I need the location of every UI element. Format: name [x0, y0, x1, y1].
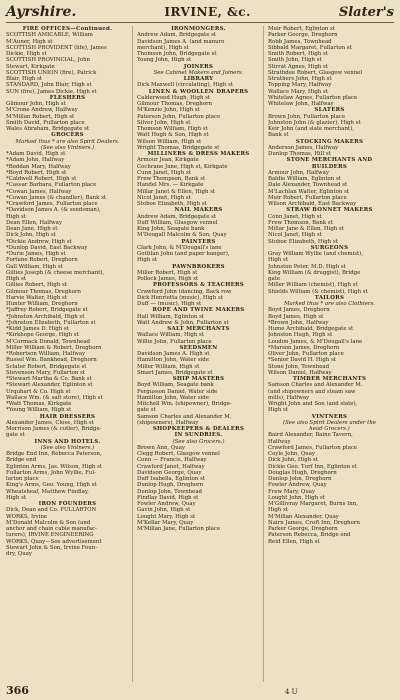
directory-entry: Dick John, High st	[268, 457, 318, 464]
directory-entry: Silver John, High st	[137, 119, 191, 126]
directory-entry: Dunlop Hugh, Dreghorn	[137, 482, 204, 489]
directory-entry: Gall William, High st	[6, 263, 63, 270]
directory-entry: Hamilton John, Water side	[137, 357, 209, 364]
directory-entry: Paterson Rebecca, Bridge end	[268, 532, 351, 539]
directory-entry: Baird Alexander, Baine Tavern,	[268, 432, 353, 439]
section-heading: IRON FOUNDERS	[38, 501, 97, 507]
directory-entry: High st	[268, 407, 288, 414]
directory-entry: Dick John, High st	[6, 232, 56, 239]
directory-entry: Thomson John, Bridgegate st	[137, 51, 217, 57]
directory-entry: Armour Jean, Kirkgate	[137, 157, 199, 164]
directory-entry: Samson Charles and Alexander M.	[137, 413, 232, 420]
directory-entry: Andrew Adam, Bridgegate st	[137, 32, 217, 39]
directory-entry: *Brown John, Halfway	[268, 319, 329, 326]
directory-entry: larton place	[6, 476, 39, 482]
directory-entry: Findlay David, High st	[137, 494, 199, 501]
directory-entry: M'Gillivray Margaret, Burns Inn,	[268, 501, 358, 507]
directory-entry: M'Millan Jane, Fullarton place	[137, 526, 221, 532]
section-heading: SEEDSMEN	[179, 344, 218, 351]
directory-entry: Whitelaw John, Halfway	[268, 101, 334, 107]
directory-entry: Stoboe Elizabeth, High st	[268, 238, 338, 245]
directory-entry: Stirrat Agnes, High st	[268, 63, 329, 70]
directory-entry: SCOTTISH PROVIDENT (life), James	[6, 44, 107, 51]
directory-entry: Hunter William, Dreghorn	[6, 301, 78, 307]
directory-entry: Davidson James A. High st	[137, 351, 210, 357]
directory-entry: High st	[137, 257, 157, 264]
directory-column-2	[137, 26, 264, 682]
section-heading: TAILORS	[314, 294, 345, 301]
directory-entry: mills), Halfway	[268, 394, 310, 401]
directory-entry: Loudon James, & M'Dougall's lane	[268, 338, 363, 345]
directory-entry: Blair, High st	[6, 76, 43, 82]
directory-entry: Dick Maxwell (circulating), High st	[137, 82, 233, 89]
directory-entry: Baldie William, Eglinton st	[268, 176, 341, 182]
directory-entry: *Stewart Alexander, Eglinton st	[6, 382, 93, 389]
section-heading: ROPE AND TWINE MAKERS	[152, 307, 245, 314]
directory-entry: Miller William & Robert, Dreghorn	[6, 344, 102, 351]
directory-entry: *Dickie Andrew, High st	[6, 238, 72, 245]
directory-entry: Hamilton John, Water side	[137, 394, 209, 401]
section-heading: PROFESSORS & TEACHERS	[153, 282, 244, 289]
directory-entry: Samson Charles and Alexander M.	[268, 382, 363, 389]
directory-entry: *Adam John, Halfway	[6, 157, 65, 164]
directory-entry: *Davidson James A. (& seedsman),	[6, 207, 101, 214]
directory-entry: Duff — (music), High st	[137, 301, 202, 307]
section-heading: IN SUNDRIES.	[174, 432, 223, 439]
directory-entry: Cunn Janet, High st	[137, 169, 191, 176]
directory-entry: Calderwood Hugh, High st	[137, 94, 211, 101]
county-heading: Ayrshire.	[6, 4, 77, 20]
directory-entry: Nicol Janet, High st	[137, 194, 191, 201]
page-header	[6, 4, 394, 23]
directory-entry: M'Auner, High st	[6, 38, 53, 45]
directory-entry: Johnston Hugh, High st	[268, 332, 333, 339]
directory-entry: *Boddan Mary, Halfway	[6, 163, 71, 170]
section-note: head Grocers.)	[309, 426, 350, 432]
directory-entry: *Stewart Martha & Co. Bank st	[6, 376, 92, 382]
directory-entry: Gottilan John (and paper hanger),	[137, 251, 230, 257]
section-note: (See also Vintners.)	[40, 444, 95, 451]
directory-entry: *Durie James, High st	[6, 251, 66, 257]
section-heading: STRAW BONNET MAKERS	[286, 207, 373, 214]
section-note: (See also Spirit Dealers under the	[282, 419, 376, 426]
directory-entry: M'Kenzie John, High st	[137, 107, 200, 114]
directory-entry: Miller William (chemist), High st	[268, 282, 358, 289]
section-note: Marked thus * are also Spirit Dealers.	[15, 138, 120, 145]
directory-entry: Wallace William, High st	[137, 332, 204, 339]
directory-entry: Wright Thomas, Bridgegate st	[137, 144, 220, 151]
section-heading: FLESHERS	[49, 94, 86, 101]
directory-entry: High st	[6, 494, 26, 501]
directory-entry: M'Lachlan Walter, Eglinton st	[268, 188, 350, 195]
directory-entry: (shipowners), Halfway	[137, 419, 199, 426]
directory-entry: Dunlop Thomas, Hill st	[268, 151, 331, 157]
directory-entry: Johnston Peter, M.D. High st	[268, 263, 346, 270]
directory-entry: *Adam David, High st	[6, 151, 66, 157]
directory-entry: Conn — Francis, Halfway	[137, 457, 207, 464]
directory-entry: Dunlop John, Dreghorn	[268, 476, 332, 482]
directory-entry: Whitelaw Agnes, Fullarton place	[268, 94, 358, 101]
directory-entry: Clegg Robert, Glasgow vennel	[137, 451, 220, 457]
section-heading: SLATERS	[314, 107, 345, 114]
directory-entry: Bridge End Inn, Rebecca Paterson,	[6, 451, 102, 457]
directory-entry: Wheatsheaf, Matthew Findlay,	[6, 488, 89, 495]
directory-entry: Dean Jane, High st	[6, 226, 58, 232]
directory-entry: Miller William, High st	[137, 363, 200, 370]
page-number: 366	[6, 684, 29, 697]
directory-entry: *Caldwell Robert, High st	[6, 176, 77, 182]
directory-entry: Wilson William, High st	[137, 138, 202, 145]
directory-entry: Gilmour Thomas, Dreghorn	[137, 101, 213, 107]
directory-entry: Clark John, & M'Dougall's lane	[137, 244, 222, 251]
directory-entry: Strathdee Robert, Glasgow vennel	[268, 69, 363, 76]
directory-entry: Halfway	[268, 438, 291, 445]
directory-entry: Brown John, Fullarton place	[268, 113, 346, 120]
directory-entry: Wright John and Son (and slate),	[268, 401, 358, 407]
directory-entry: Gillies Joseph (& cheese merchant),	[6, 269, 105, 276]
directory-entry: Wallace Wm. (& salt store), High st	[6, 394, 103, 401]
directory-entry: Fergusson Daniel, Water side	[137, 388, 218, 395]
directory-entry: SCOTTISH UNION (fire), Patrick	[6, 69, 97, 76]
directory-entry: *Robertson William, Halfway	[6, 351, 86, 357]
directory-entry: Muir Robert, Fullarton place	[268, 194, 347, 201]
section-heading: SHOPKEEPERS & DEALERS	[152, 426, 245, 432]
directory-entry: Hume Archibald, Bridgegate st	[268, 326, 354, 332]
directory-entry: Gilmour Thomas, Dreghorn	[6, 288, 82, 295]
section-heading: BUILDERS	[311, 163, 348, 170]
directory-entry: Stevenson Mary, Fullarton st	[6, 369, 86, 376]
directory-entry: Reid Ellen, High st	[268, 538, 320, 545]
directory-entry: Miller Robert, High st	[137, 269, 198, 276]
directory-entry: Smith Robert, High st	[268, 51, 328, 57]
directory-entry: Cochrane Jane, High st, Kirkgate	[137, 163, 228, 170]
directory-entry: Nairn James, Croft Inn, Dreghorn	[268, 519, 360, 526]
directory-entry: Sclater Robert, Bridgegate st	[6, 363, 87, 370]
directory-entry: gate	[268, 276, 281, 282]
directory-entry: Boyd James, High st	[268, 313, 324, 320]
directory-entry: Fortune Robert, Dreghorn	[6, 257, 78, 264]
directory-entry: Lought Mary, High st	[137, 513, 196, 520]
directory-entry: Thomson William, High st	[137, 126, 208, 132]
directory-entry: Brown Ann, Quay	[137, 444, 185, 451]
directory-entry: *Senior David H. High st	[268, 357, 336, 364]
directory-entry: *Young William, High st	[6, 407, 72, 414]
directory-entry: Oliver John, Fullarton place	[268, 351, 344, 357]
directory-entry: merchant), High st	[137, 44, 189, 51]
directory-entry: Dunlop John, Townhead	[137, 488, 203, 495]
directory-entry: Harvie Walter, High st	[6, 294, 67, 301]
publisher-heading: Slater's	[338, 5, 394, 20]
directory-entry: Smart James, Bridgegate st	[137, 369, 213, 376]
directory-entry: Frew Thompson, Bank st	[137, 176, 206, 182]
directory-entry: M'Millan Alexander, Quay	[268, 513, 339, 520]
directory-entry: Hall William, Eglinton st	[137, 313, 205, 320]
directory-entry: Stewart, Kirkgate	[6, 63, 55, 70]
directory-entry: M'Cormack Donald, Townhead	[6, 338, 90, 345]
directory-entry: Smith David, Fullarton place	[6, 119, 85, 126]
directory-entry: High st	[268, 257, 288, 264]
directory-entry: Parker George, Dreghorn	[268, 526, 338, 532]
directory-entry: Conn Janet, High st	[268, 213, 322, 220]
directory-columns	[6, 26, 394, 682]
directory-entry: Lought John, High st	[268, 494, 325, 501]
town-heading: IRVINE, &c.	[164, 5, 251, 19]
directory-entry: Sibbald Margaret, Fullarton st	[268, 44, 352, 51]
directory-entry: Stone John, Townhead	[268, 363, 330, 370]
directory-entry: Nicol Janet, High st	[268, 232, 322, 239]
section-heading: MILLINERS & DRESS MAKERS	[147, 151, 250, 157]
directory-entry: Gavin John, High st	[137, 507, 191, 514]
directory-entry: Gilmour John, High st	[6, 101, 66, 107]
directory-entry: Coyle John, Quay	[268, 451, 315, 457]
directory-entry: Stewart John & Son, Irvine Foun-	[6, 544, 98, 551]
directory-entry: Gray William Wyllie (and chemist),	[268, 251, 363, 257]
section-heading: PAINTERS	[181, 238, 216, 245]
section-heading: PAWNBROKERS	[172, 263, 225, 270]
directory-entry: Keir John (and slate merchant),	[268, 126, 354, 132]
directory-entry: Davidson James A. (and manure	[137, 38, 225, 45]
directory-entry: gate st	[137, 407, 156, 414]
directory-entry: Willie John, Fullarton place	[137, 338, 212, 345]
directory-entry: Duff William, Glasgow vennel	[137, 219, 218, 226]
directory-entry: Paterson John, Fullarton place	[137, 113, 221, 120]
directory-entry: Stoboe Elizabeth, High st	[137, 201, 207, 207]
directory-entry: Muir Robert, Eglinton st	[268, 26, 335, 32]
directory-entry: SUN (fire), James Dickie, High st	[6, 88, 97, 95]
section-heading: NAIL MAKERS	[174, 207, 223, 214]
directory-entry: Dean Ellen, Halfway	[6, 219, 62, 226]
directory-entry: High st	[6, 276, 26, 282]
directory-entry: M'Dougall Malcolm & Son, Quay	[137, 232, 227, 239]
section-heading: SHIP MASTERS	[172, 376, 225, 382]
directory-entry: *Cassar Barbara, Fullarton place	[6, 182, 97, 189]
directory-entry: Armour John, Halfway	[268, 169, 329, 176]
directory-entry: Topping Mary, Halfway	[268, 82, 332, 89]
directory-entry: Boyd James, Dreghorn	[268, 307, 330, 314]
section-heading: STOCKING MAKERS	[295, 138, 364, 145]
directory-entry: Parker George, Dreghorn	[268, 32, 338, 39]
directory-entry: Johnston John (& glazier), High st	[268, 119, 361, 126]
directory-entry: High st	[6, 213, 26, 220]
directory-entry: Morrison James (& cutler), Bridge-	[6, 426, 102, 432]
directory-entry: *Marson James, Dreghorn	[268, 344, 340, 351]
directory-entry: Pollock James, High st	[137, 276, 199, 282]
directory-entry: Millar Jane & Ellen, High st	[268, 226, 344, 232]
directory-entry: Wallace Mary, High st	[268, 88, 328, 95]
directory-entry: Robb James, Townhead	[268, 38, 332, 45]
directory-entry: Watt Andrew & John, Fullarton st	[137, 319, 229, 326]
directory-entry: Crawford John (dancing, Back row	[137, 288, 232, 295]
section-heading: INNS AND HOTELS.	[34, 438, 101, 445]
directory-entry: High st	[268, 507, 288, 514]
directory-entry: Dick, Dean and Co. FULLARTON	[6, 507, 97, 514]
section-heading: TIMBER MERCHANTS	[292, 376, 367, 382]
directory-entry: *Kirkhope George, High st	[6, 332, 79, 339]
directory-entry: Wilson Daniel, Halfway	[268, 369, 332, 376]
directory-entry: Shields William (& chemist), High st	[268, 288, 368, 295]
directory-entry: Crawford James, Fullarton place	[268, 444, 358, 451]
directory-entry: King John, Seagate bank	[137, 226, 205, 232]
directory-entry: Dale Alexander, Townhead st	[268, 182, 348, 189]
signature-mark: 4 U	[285, 688, 298, 696]
directory-entry: WORKS, Quay—See advertisement	[6, 538, 102, 545]
section-heading: LINEN & WOOLLEN DRAPERS	[148, 88, 249, 95]
directory-entry: M'Kellar Mary, Quay	[137, 519, 194, 526]
directory-column-3	[268, 26, 394, 682]
directory-entry: Frew Mary, Quay	[268, 488, 316, 495]
directory-entry: anchor and chain cable manufac-	[6, 526, 97, 532]
directory-entry: Watt Hugh & Son, High st	[137, 132, 209, 139]
directory-entry: *Boyd Robert, High st	[6, 169, 67, 176]
directory-entry: M'Millan Robert, High st	[6, 113, 75, 120]
directory-entry: dry, Quay	[6, 551, 32, 557]
directory-entry: Fowler Andrew, Quay	[137, 501, 196, 507]
directory-entry: Dick Henrietta (music), High st	[137, 294, 223, 301]
directory-entry: Davidson George, Quay	[137, 469, 202, 476]
directory-entry: *Cowan James (& chandler), Bank st	[6, 194, 107, 201]
directory-entry: Douglas Hugh, Dreghorn	[268, 469, 337, 476]
directory-entry: Gillies Robert, High st	[6, 282, 67, 289]
directory-entry: STANDARD, John Blair, High st	[6, 82, 92, 89]
directory-entry: gate st	[6, 432, 25, 439]
directory-entry: *Johnston Elizabeth, Fullarton st	[6, 319, 96, 326]
directory-entry: (and shipowners and steam saw	[268, 388, 356, 395]
directory-entry: Wilson Archibald, East Backway	[268, 201, 357, 207]
directory-entry: *Crawford James, Fullarton place	[6, 201, 98, 207]
directory-entry: *Jaffrey Robert, Bridgegate st	[6, 307, 88, 314]
section-note: (See also Grocers.)	[172, 438, 225, 445]
directory-entry: SCOTTISH AMICABLE, William	[6, 32, 93, 39]
directory-entry: Alexander James, Close, High st	[6, 419, 94, 426]
directory-column-1	[6, 26, 133, 682]
directory-entry: Young John, High st	[137, 57, 192, 64]
directory-entry: King William (& druggist), Bridge	[268, 269, 361, 276]
directory-entry: Eglinton Arms, Jas. Wilson, High st	[6, 463, 103, 470]
directory-entry: SCOTTISH PROVINCIAL, John	[6, 57, 91, 64]
directory-entry: Russel Wm. Bankhead, Dreghorn	[6, 357, 97, 364]
directory-entry: turers), IRVINE ENGINEERING	[6, 532, 94, 539]
directory-entry: Boyd William, Seagate bank	[137, 382, 214, 389]
section-heading: VINTNERS	[311, 413, 348, 420]
directory-entry: WORKS, Irvine	[6, 513, 48, 520]
section-heading: JOINERS	[183, 63, 214, 70]
directory-entry: Dickie, High st	[6, 51, 47, 57]
directory-entry: Urquhart & Co. High st	[6, 388, 71, 395]
section-note: Marked thus * are also Clothiers.	[284, 301, 375, 307]
directory-entry: Crawford Janet, Halfway	[137, 463, 205, 470]
directory-entry: Millar Janet & Ellen, High st	[137, 188, 216, 195]
section-heading: SALT MERCHANTS	[167, 326, 230, 332]
directory-entry: *Watt Thomas, Kirkgate	[6, 401, 72, 407]
directory-entry: Mitchell Wm. (shipowner), Bridge-	[137, 401, 232, 407]
directory-entry: *Johnston Archibald, High st	[6, 313, 85, 320]
directory-entry: Dickie Geo. Turf Inn, Eglinton st	[268, 463, 357, 470]
directory-entry: Fowler Andrew, Quay	[268, 482, 327, 489]
directory-entry: Handel Mrs. — Kirkgate	[137, 182, 204, 189]
directory-entry: Smith John, High st	[268, 57, 322, 64]
section-note: (See also Vintners.)	[40, 144, 95, 151]
directory-entry: M'Crone Andrew, Halfway	[6, 107, 78, 114]
directory-entry: Bridge end	[6, 457, 37, 464]
section-heading: STONE MERCHANTS AND	[286, 157, 373, 164]
section-note: See Cabinet Makers and Joiners.	[153, 69, 244, 76]
directory-entry: Anderson James, Halfway	[268, 144, 339, 151]
directory-entry: Frew Thomson, Bank st	[268, 219, 333, 226]
directory-entry: Bank st	[268, 132, 289, 139]
section-heading: FIRE OFFICES—Continued.	[22, 26, 113, 32]
directory-entry: M'Donald Malcolm & Son (and	[6, 519, 91, 526]
directory-entry: Struthers John, High st	[268, 76, 332, 82]
section-heading: LIBRARY	[183, 76, 214, 82]
directory-entry: Andrew Adam, Bridgegate st	[137, 213, 217, 220]
directory-entry: *Dunlop David, East Backway	[6, 244, 88, 251]
directory-entry: Wales Abraham, Bridgegate st	[6, 126, 90, 132]
directory-entry: Duff Isabella, Eglinton st	[137, 476, 206, 482]
section-heading: GROCERS	[51, 132, 84, 139]
directory-entry: *Cowan James, Halfway	[6, 188, 72, 195]
section-heading: HAIR DRESSERS	[39, 413, 96, 420]
directory-entry: Fullarton Arms, John Wyllie, Ful-	[6, 469, 96, 476]
section-heading: SURGEONS	[310, 244, 349, 251]
directory-entry: King's Arms, Geo. Young, High st	[6, 482, 97, 489]
section-heading: IRONMONGERS.	[171, 26, 226, 32]
directory-entry: *Kidd James D. High st	[6, 326, 69, 332]
